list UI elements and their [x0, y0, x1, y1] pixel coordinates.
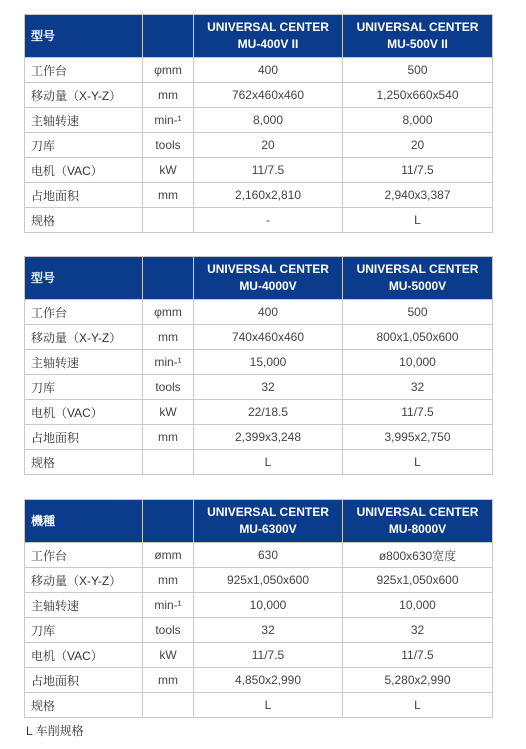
- header-model-2: [343, 500, 493, 543]
- table-row: [25, 208, 493, 233]
- table-row: [25, 325, 493, 350]
- row-unit: mm: [143, 183, 194, 208]
- row-value-2: ø800x630宽度: [343, 543, 493, 568]
- row-label: 占地面积: [25, 425, 143, 450]
- row-value-1: 32: [194, 375, 343, 400]
- row-unit: mm: [143, 325, 194, 350]
- row-value-2: 11/7.5: [343, 400, 493, 425]
- row-value-1: 740x460x460: [194, 325, 343, 350]
- model-line1: UNIVERSAL CENTER: [356, 262, 479, 276]
- row-value-2: 32: [343, 618, 493, 643]
- table-row: [25, 668, 493, 693]
- table-row: [25, 543, 493, 568]
- table-row: [25, 350, 493, 375]
- row-value-2: 800x1,050x600: [343, 325, 493, 350]
- header-model-1: [194, 15, 343, 58]
- row-value-1: 400: [194, 58, 343, 83]
- row-value-1: 32: [194, 618, 343, 643]
- row-unit: min-¹: [143, 108, 194, 133]
- model-line1: UNIVERSAL CENTER: [207, 20, 329, 34]
- spec-table-3: [24, 499, 493, 718]
- row-value-2: 11/7.5: [343, 643, 493, 668]
- table-row: [25, 450, 493, 475]
- row-unit: min-¹: [143, 350, 194, 375]
- table-row: [25, 400, 493, 425]
- table-header-row: [25, 257, 493, 300]
- spec-table-2: [24, 256, 493, 475]
- row-value-2: 5,280x2,990: [343, 668, 493, 693]
- row-label: 占地面积: [25, 183, 143, 208]
- row-unit: tools: [143, 133, 194, 158]
- row-label: 工作台: [25, 300, 143, 325]
- row-value-1: 11/7.5: [194, 643, 343, 668]
- row-value-2: 32: [343, 375, 493, 400]
- row-value-2: L: [343, 693, 493, 718]
- row-unit: [143, 450, 194, 475]
- row-unit: mm: [143, 668, 194, 693]
- row-unit: ømm: [143, 543, 194, 568]
- model-line2: MU-6300V: [239, 522, 297, 536]
- row-unit: [143, 208, 194, 233]
- table-row: [25, 643, 493, 668]
- model-line2: MU-400V II: [237, 37, 299, 51]
- row-unit: kW: [143, 643, 194, 668]
- row-label: 主轴转速: [25, 593, 143, 618]
- row-value-2: 500: [343, 58, 493, 83]
- row-label: 主轴转速: [25, 350, 143, 375]
- row-unit: min-¹: [143, 593, 194, 618]
- row-label: 电机（VAC）: [25, 400, 143, 425]
- model-line2: MU-500V II: [387, 37, 448, 51]
- row-unit: mm: [143, 425, 194, 450]
- row-value-1: 10,000: [194, 593, 343, 618]
- row-unit: φmm: [143, 300, 194, 325]
- row-label: 规格: [25, 450, 143, 475]
- row-value-2: 2,940x3,387: [343, 183, 493, 208]
- row-value-1: 2,160x2,810: [194, 183, 343, 208]
- table-row: [25, 133, 493, 158]
- row-label: 移动量（X-Y-Z）: [25, 83, 143, 108]
- row-value-2: 10,000: [343, 350, 493, 375]
- table-row: [25, 58, 493, 83]
- spec-table-1: [24, 14, 493, 233]
- row-value-1: 11/7.5: [194, 158, 343, 183]
- row-label: 移动量（X-Y-Z）: [25, 325, 143, 350]
- row-unit: mm: [143, 568, 194, 593]
- row-unit: φmm: [143, 58, 194, 83]
- model-line1: UNIVERSAL CENTER: [207, 262, 329, 276]
- table-row: [25, 300, 493, 325]
- header-label: 型号: [25, 257, 143, 300]
- row-label: 移动量（X-Y-Z）: [25, 568, 143, 593]
- header-label: 型号: [25, 15, 143, 58]
- row-value-1: 20: [194, 133, 343, 158]
- model-line1: UNIVERSAL CENTER: [356, 20, 479, 34]
- row-label: 规格: [25, 693, 143, 718]
- model-line2: MU-5000V: [388, 279, 447, 293]
- header-unit: [143, 257, 194, 300]
- model-line1: UNIVERSAL CENTER: [356, 505, 479, 519]
- row-value-2: L: [343, 450, 493, 475]
- header-unit: [143, 15, 194, 58]
- row-value-2: 8,000: [343, 108, 493, 133]
- row-unit: kW: [143, 400, 194, 425]
- header-label: 機種: [25, 500, 143, 543]
- row-value-2: 3,995x2,750: [343, 425, 493, 450]
- row-value-1: 630: [194, 543, 343, 568]
- row-value-2: 925x1,050x600: [343, 568, 493, 593]
- header-model-2: [343, 257, 493, 300]
- row-value-1: 4,850x2,990: [194, 668, 343, 693]
- row-value-1: -: [194, 208, 343, 233]
- row-value-2: 11/7.5: [343, 158, 493, 183]
- row-unit: tools: [143, 375, 194, 400]
- header-model-2: [343, 15, 493, 58]
- table-row: [25, 375, 493, 400]
- row-unit: tools: [143, 618, 194, 643]
- table-row: [25, 158, 493, 183]
- row-label: 工作台: [25, 543, 143, 568]
- table-row: [25, 618, 493, 643]
- row-value-1: L: [194, 693, 343, 718]
- header-unit: [143, 500, 194, 543]
- model-line2: MU-4000V: [239, 279, 297, 293]
- table-row: [25, 568, 493, 593]
- row-label: 占地面积: [25, 668, 143, 693]
- table-header-row: [25, 15, 493, 58]
- row-label: 电机（VAC）: [25, 643, 143, 668]
- row-value-2: 500: [343, 300, 493, 325]
- row-value-1: 925x1,050x600: [194, 568, 343, 593]
- row-value-1: 22/18.5: [194, 400, 343, 425]
- table-row: [25, 183, 493, 208]
- row-value-1: 15,000: [194, 350, 343, 375]
- table-row: [25, 593, 493, 618]
- row-unit: [143, 693, 194, 718]
- table-header-row: [25, 500, 493, 543]
- row-label: 刀库: [25, 133, 143, 158]
- table-row: [25, 83, 493, 108]
- table-row: [25, 425, 493, 450]
- footnote: L 车削规格: [26, 724, 84, 738]
- row-label: 刀库: [25, 618, 143, 643]
- header-model-1: [194, 500, 343, 543]
- header-model-1: [194, 257, 343, 300]
- model-line2: MU-8000V: [388, 522, 447, 536]
- row-value-2: 10,000: [343, 593, 493, 618]
- row-label: 工作台: [25, 58, 143, 83]
- row-value-2: 20: [343, 133, 493, 158]
- table-row: [25, 108, 493, 133]
- row-unit: mm: [143, 83, 194, 108]
- row-value-1: L: [194, 450, 343, 475]
- row-value-2: 1,250x660x540: [343, 83, 493, 108]
- row-label: 刀库: [25, 375, 143, 400]
- row-value-1: 2,399x3,248: [194, 425, 343, 450]
- row-unit: kW: [143, 158, 194, 183]
- row-value-1: 400: [194, 300, 343, 325]
- row-label: 规格: [25, 208, 143, 233]
- row-value-2: L: [343, 208, 493, 233]
- row-label: 电机（VAC）: [25, 158, 143, 183]
- table-row: [25, 693, 493, 718]
- model-line1: UNIVERSAL CENTER: [207, 505, 329, 519]
- row-label: 主轴转速: [25, 108, 143, 133]
- row-value-1: 8,000: [194, 108, 343, 133]
- row-value-1: 762x460x460: [194, 83, 343, 108]
